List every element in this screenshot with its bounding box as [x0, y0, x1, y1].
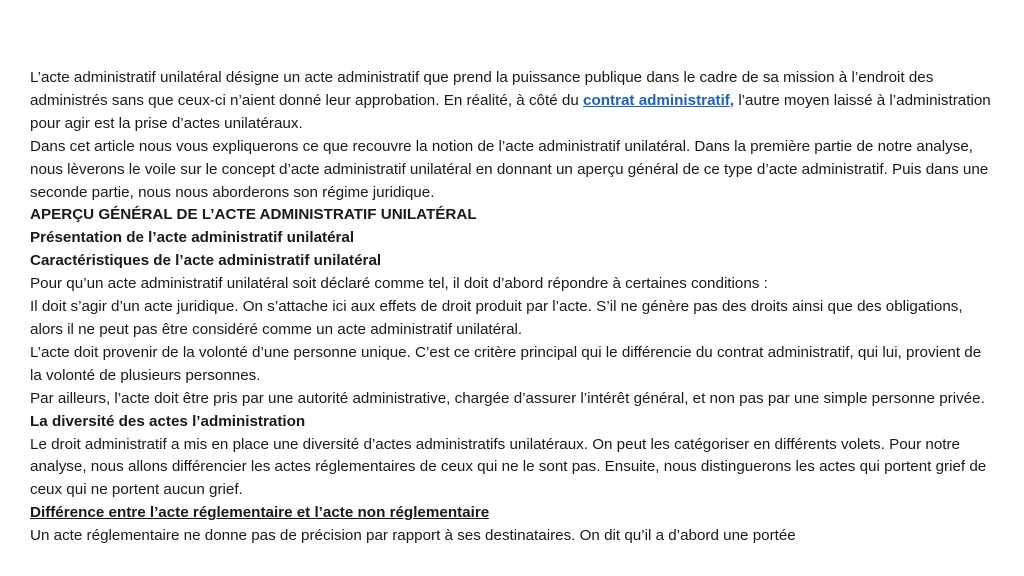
conditions-intro-paragraph: Pour qu’un acte administratif unilatéral soit déclaré comme tel, il doit d’abord répondre à certaines conditions :: [30, 275, 768, 293]
section-heading-apercu: APERÇU GÉNÉRAL DE L’ACTE ADMINISTRATIF UNILATÉRAL: [30, 206, 477, 224]
article-outline-paragraph: Dans cet article nous vous expliquerons ce que recouvre la notion de l’acte administratif unilatéral. Dans la première partie de notre analyse, nous lèverons le voile sur le concept d’acte administratif unilatéral en donnant un aperçu général de ce type d’acte administratif. Puis dans une seconde partie, nous nous aborderons son régime juridique.: [30, 137, 989, 201]
intro-text-start: L’acte administratif unilatéral désigne un acte administratif que prend la puissance publique dans le cadre de sa mission à l’endroit des administrés sans que ceux-ci n’aient donné leur approbation. En réalité, à côté du: [30, 69, 934, 109]
subheading-presentation: Présentation de l’acte administratif unilatéral: [30, 229, 355, 247]
intro-paragraph: [30, 67, 996, 136]
diversite-paragraph: Le droit administratif a mis en place une diversité d’actes administratifs unilatéraux. On peut les catégoriser en différents volets. Pour notre analyse, nous allons différencier les actes réglementaires de ceux qui ne le sont pas. Ensuite, nous distinguerons les actes qui portent grief de ceux qui ne portent aucun grief.: [30, 435, 987, 499]
contrat-administratif-link[interactable]: contrat administratif,: [583, 91, 735, 109]
condition-volonte-unique: L’acte doit provenir de la volonté d’une personne unique. C’est ce critère principal qui le différencie du contrat administratif, qui lui, provient de la volonté de plusieurs personnes.: [30, 343, 982, 384]
condition-autorite-administrative: Par ailleurs, l’acte doit être pris par une autorité administrative, chargée d’assurer l’intérêt général, et non pas par une simple personne privée.: [30, 389, 985, 407]
condition-acte-juridique: Il doit s’agir d’un acte juridique. On s’attache ici aux effets de droit produit par l’acte. S’il ne génère pas des droits ainsi que des obligations, alors il ne peut pas être considéré comme un acte administratif unilatéral.: [30, 298, 963, 338]
acte-reglementaire-paragraph: Un acte réglementaire ne donne pas de précision par rapport à ses destinataires. On dit qu’il a d’abord une portée: [30, 527, 796, 545]
subheading-diversite: La diversité des actes l’administration: [30, 412, 306, 430]
subheading-caracteristiques: Caractéristiques de l’acte administratif unilatéral: [30, 252, 382, 270]
subheading-difference: Différence entre l’acte réglementaire et l’acte non réglementaire: [30, 504, 490, 522]
intro-text-end: l’autre moyen laissé à l’administration pour agir est la prise d’actes unilatéraux.: [30, 91, 991, 132]
document-body: [30, 67, 996, 548]
